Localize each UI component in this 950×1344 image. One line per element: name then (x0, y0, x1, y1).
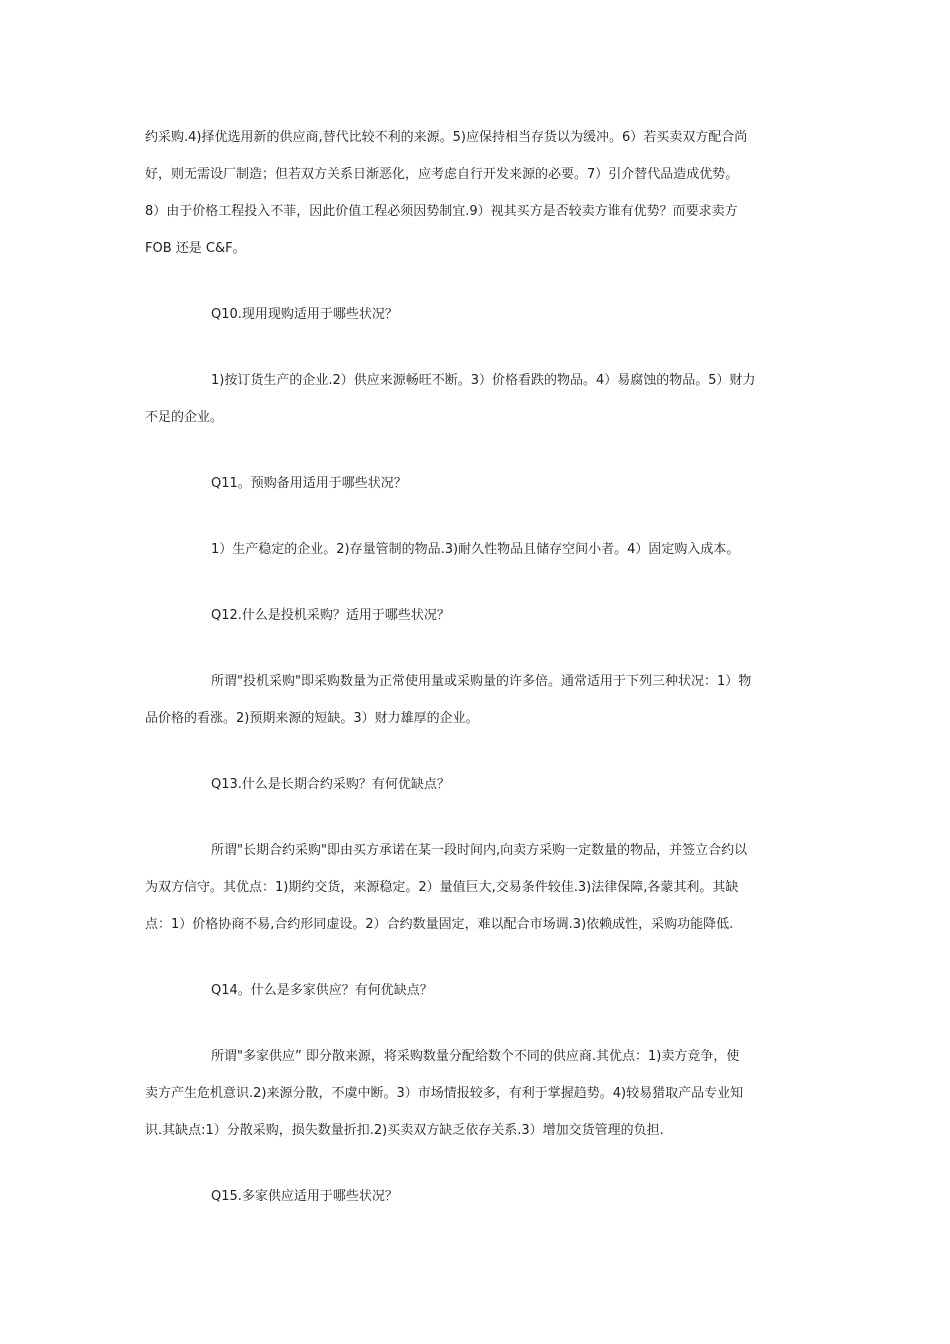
document-body (145, 119, 813, 1215)
text-line: 所谓"投机采购"即采购数量为正常使用量或采购量的许多倍。通常适用于下列三种状况：1）物 (211, 674, 752, 689)
text-line: 点：1）价格协商不易,合约形同虚设。2）合约数量固定，难以配合市场调.3)依赖成性，采购功能降低. (145, 917, 734, 932)
text-line: 卖方产生危机意识.2)来源分散，不虞中断。3）市场情报较多，有利于掌握趋势。4)较易猎取产品专业知 (145, 1086, 744, 1101)
question-heading (145, 972, 813, 1009)
paragraph-gap (145, 502, 813, 531)
text-line: 好，则无需设厂制造；但若双方关系日渐恶化，应考虑自行开发来源的必要。7）引介替代品造成优势。 (145, 167, 739, 182)
question-heading (145, 1178, 813, 1215)
text-line: Q12.什么是投机采购？适用于哪些状况？ (211, 608, 450, 623)
question-heading (145, 766, 813, 803)
answer-paragraph (145, 832, 813, 943)
answer-paragraph (145, 119, 813, 267)
paragraph-gap (145, 634, 813, 663)
text-line: 所谓"多家供应” 即分散来源，将采购数量分配给数个不同的供应商.其优点：1)卖方竞争，使 (211, 1049, 740, 1064)
paragraph-gap (145, 568, 813, 597)
paragraph-gap (145, 737, 813, 766)
answer-paragraph (145, 362, 813, 436)
text-line: Q15.多家供应适用于哪些状况？ (211, 1189, 398, 1204)
text-line: 8）由于价格工程投入不菲，因此价值工程必须因势制宜.9）视其买方是否较卖方谁有优势？而要求卖方 (145, 204, 738, 219)
text-line: 1）生产稳定的企业。2)存量管制的物品.3)耐久性物品且储存空间小者。4）固定购入成本。 (211, 542, 740, 557)
paragraph-gap (145, 803, 813, 832)
question-heading (145, 597, 813, 634)
paragraph-gap (145, 333, 813, 362)
text-line: 为双方信守。其优点：1)期约交货，来源稳定。2）量值巨大,交易条件较佳.3)法律保障,各蒙其利。其缺 (145, 880, 739, 895)
paragraph-gap (145, 1009, 813, 1038)
answer-paragraph (145, 663, 813, 737)
text-line: Q10.现用现购适用于哪些状况？ (211, 307, 398, 322)
question-heading (145, 296, 813, 333)
text-line: 识.其缺点:1）分散采购，损失数量折扣.2)买卖双方缺乏依存关系.3）增加交货管理的负担. (145, 1123, 664, 1138)
answer-paragraph (145, 531, 813, 568)
answer-paragraph (145, 1038, 813, 1149)
text-line: Q11。预购备用适用于哪些状况？ (211, 476, 407, 491)
paragraph-gap (145, 1149, 813, 1178)
paragraph-gap (145, 436, 813, 465)
text-line: 不足的企业。 (145, 410, 224, 425)
text-line: FOB 还是 C&F。 (145, 241, 246, 256)
paragraph-gap (145, 943, 813, 972)
paragraph-gap (145, 267, 813, 296)
question-heading (145, 465, 813, 502)
text-line: 所谓"长期合约采购"即由买方承诺在某一段时间内,向卖方采购一定数量的物品，并签立合约以 (211, 843, 748, 858)
text-line: 1)按订货生产的企业.2）供应来源畅旺不断。3）价格看跌的物品。4）易腐蚀的物品。5）财力 (211, 373, 756, 388)
text-line: Q13.什么是长期合约采购？有何优缺点？ (211, 777, 450, 792)
text-line: 品价格的看涨。2)预期来源的短缺。3）财力雄厚的企业。 (145, 711, 479, 726)
text-line: 约采购.4)择优选用新的供应商,替代比较不利的来源。5)应保持相当存货以为缓冲。6）若买卖双方配合尚 (145, 130, 748, 145)
text-line: Q14。什么是多家供应？有何优缺点？ (211, 983, 433, 998)
